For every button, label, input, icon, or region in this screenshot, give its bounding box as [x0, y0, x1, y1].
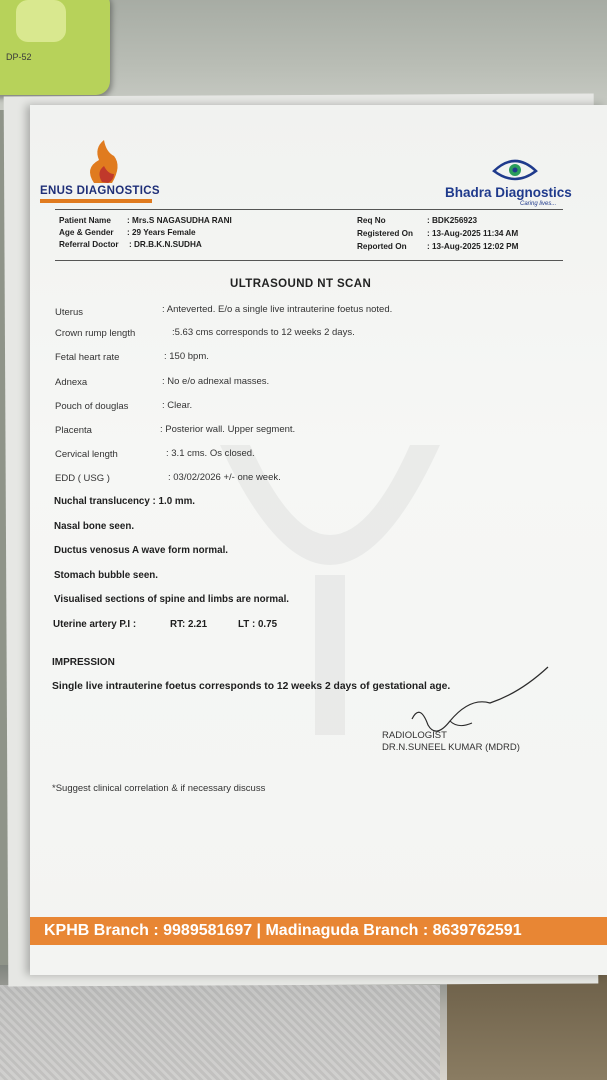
hole-punch-knob	[16, 0, 66, 42]
radiologist-name: DR.N.SUNEEL KUMAR (MDRD)	[382, 742, 520, 753]
eye-logo-icon	[490, 153, 540, 185]
req-no-value: : BDK256923	[427, 216, 478, 225]
req-no-label: Req No	[357, 216, 386, 225]
patient-info-block	[55, 209, 563, 261]
branch-footer: KPHB Branch : 9989581697 | Madinaguda Branch : 8639762591	[30, 917, 607, 945]
uterine-artery-rt: RT: 2.21	[170, 619, 208, 630]
finding-label: Adnexa	[55, 377, 88, 388]
observation-line: Ductus venosus A wave form normal.	[54, 545, 229, 556]
left-logo	[40, 138, 170, 208]
left-brand-name: ENUS DIAGNOSTICS	[40, 185, 160, 197]
flame-logo-icon	[74, 138, 134, 188]
observation-line: Nuchal translucency : 1.0 mm.	[54, 496, 196, 507]
cloth	[0, 985, 440, 1080]
finding-label: Fetal heart rate	[55, 352, 120, 363]
finding-value: : Anteverted. E/o a single live intrauterine foetus noted.	[162, 304, 393, 315]
finding-label: Uterus	[55, 307, 83, 318]
observation-line: Stomach bubble seen.	[54, 570, 158, 581]
age-gender-label: Age & Gender	[59, 228, 114, 237]
radiologist-title: RADIOLOGIST	[382, 730, 447, 741]
finding-label: Cervical length	[55, 449, 118, 460]
registered-on-value: : 13-Aug-2025 11:34 AM	[427, 229, 519, 238]
left-brand-strip	[40, 199, 152, 203]
hole-punch-label: DP-52	[6, 52, 32, 62]
uterine-artery-label: Uterine artery P.I :	[53, 619, 137, 630]
patient-name-label: Patient Name	[59, 216, 111, 225]
reported-on-label: Reported On	[357, 242, 407, 251]
uterine-artery-lt: LT : 0.75	[238, 619, 278, 630]
hole-punch	[0, 0, 110, 95]
report-paper	[30, 105, 607, 975]
registered-on-label: Registered On	[357, 229, 413, 238]
finding-label: EDD ( USG )	[55, 473, 110, 484]
reported-on-value: : 13-Aug-2025 12:02 PM	[427, 242, 519, 251]
finding-label: Pouch of douglas	[55, 401, 129, 412]
observation-line: Nasal bone seen.	[54, 521, 135, 532]
finding-value: : Clear.	[162, 400, 193, 411]
finding-value: : 3.1 cms. Os closed.	[166, 448, 255, 459]
referral-doctor-value: : DR.B.K.N.SUDHA	[129, 240, 202, 249]
finding-value: :5.63 cms corresponds to 12 weeks 2 days.	[172, 327, 355, 338]
clinical-note: *Suggest clinical correlation & if necessary discuss	[52, 783, 266, 794]
patient-name-value: : Mrs.S NAGASUDHA RANI	[127, 216, 232, 225]
impression-text: Single live intrauterine foetus corresponds to 12 weeks 2 days of gestational age.	[52, 681, 451, 692]
right-brand-tagline: Caring lives...	[520, 201, 557, 207]
impression-heading: IMPRESSION	[52, 657, 115, 668]
finding-value: : 150 bpm.	[164, 351, 209, 362]
report-title: ULTRASOUND NT SCAN	[230, 278, 372, 290]
right-brand-name: Bhadra Diagnostics	[445, 185, 572, 200]
finding-value: : Posterior wall. Upper segment.	[160, 424, 296, 435]
age-gender-value: : 29 Years Female	[127, 228, 196, 237]
referral-doctor-label: Referral Doctor	[59, 240, 119, 249]
observation-line: Visualised sections of spine and limbs are normal.	[54, 594, 290, 605]
finding-label: Placenta	[55, 425, 92, 436]
finding-value: : No e/o adnexal masses.	[162, 376, 270, 387]
finding-label: Crown rump length	[55, 328, 136, 339]
finding-value: : 03/02/2026 +/- one week.	[168, 472, 281, 483]
